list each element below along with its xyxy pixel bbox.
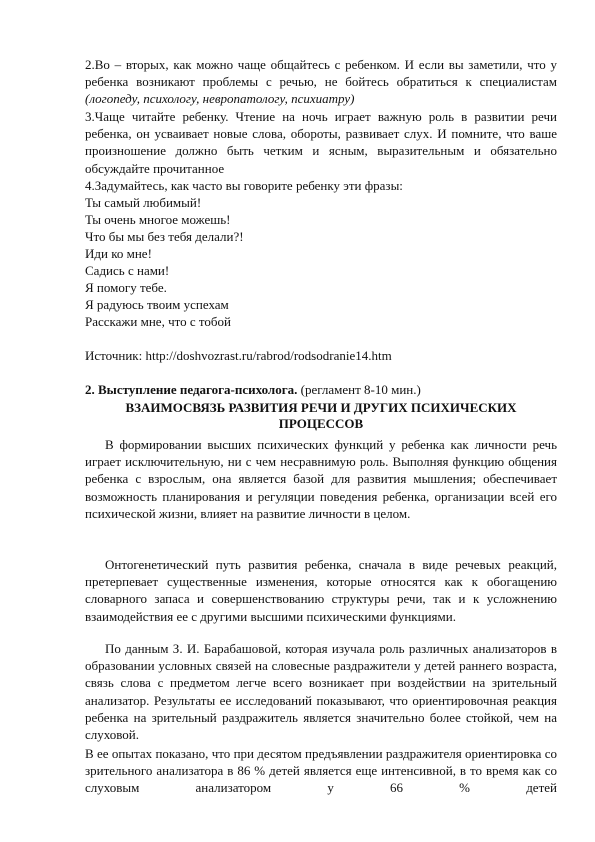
paragraph-intro-2: [85, 56, 557, 108]
phrase-item: Ты самый любимый!: [85, 195, 202, 210]
section-label: [85, 381, 421, 398]
specialists-list: (логопеду, психологу, невропатологу, психиатру): [85, 91, 355, 107]
body-paragraph-3: По данным З. И. Барабашовой, которая изучала роль различных анализаторов в образовании условных связей на словесные раздражители у детей раннего возраста, связь слова с предметом легче всего возникает при воздействии на зрительный анализатор. Результаты ее исследований показывают, что ориентировочная реакция ребенка на зрительный раздражитель является значительно более стойкой, чем на слуховой.: [85, 641, 557, 743]
body-paragraph-4: В ее опытах показано, что при десятом предъявлении раздражителя ориентировка со зрительного анализатора в 86 % детей является еще интенсивной, в то время как со слуховым анализатором у 66 % детей: [85, 746, 557, 796]
intro-2-text: 2.Во – вторых, как можно чаще общайтесь с ребенком. И если вы заметили, что у ребенка возникают проблемы с речью, не бойтесь обратиться к специалистам: [85, 57, 557, 90]
phrase-item: Что бы мы без тебя делали?!: [85, 229, 244, 244]
phrase-item: Я помогу тебе.: [85, 280, 167, 295]
section-label-rest: (регламент 8-10 мин.): [297, 382, 421, 397]
source-line: Источник: http://doshvozrast.ru/rabrod/rodsodranie14.htm: [85, 348, 392, 363]
phrase-item: Ты очень многое можешь!: [85, 212, 231, 227]
body-paragraph-2: Онтогенетический путь развития ребенка, сначала в виде речевых реакций, претерпевает существенные изменения, которые относятся как к обогащению словарного запаса и совершенствованию структуры речи, так и к усложнению взаимодействия ее с другими высшими психическими функциями.: [85, 557, 557, 624]
phrase-item: Я радуюсь твоим успехам: [85, 297, 229, 312]
section-label-bold: 2. Выступление педагога-психолога.: [85, 382, 298, 397]
paragraph-intro-3: 3.Чаще читайте ребенку. Чтение на ночь играет важную роль в развитии речи ребенка, он усваивает новые слова, обороты, развивает слух. И помните, что ваше произношение должно быть четким и ясным, выразительным и обязательно обсуждайте прочитанное: [85, 109, 557, 176]
phrase-item: Садись с нами!: [85, 263, 170, 278]
phrase-item: Расскажи мне, что с тобой: [85, 314, 231, 329]
section-title: ВЗАИМОСВЯЗЬ РАЗВИТИЯ РЕЧИ И ДРУГИХ ПСИХИЧЕСКИХ ПРОЦЕССОВ: [125, 400, 517, 431]
body-paragraph-1: В формировании высших психических функций у ребенка как личности речь играет исключительную, ни с чем несравнимую роль. Выполняя функцию общения ребенка с взрослым, она является базой для развития мышления; обеспечивает возможность планирования и регуляции поведения ребенка, организации всей его психической жизни, влияет на развитие личности в целом.: [85, 437, 557, 521]
paragraph-intro-4: 4.Задумайтесь, как часто вы говорите ребенку эти фразы:: [85, 178, 403, 193]
phrase-item: Иди ко мне!: [85, 246, 152, 261]
